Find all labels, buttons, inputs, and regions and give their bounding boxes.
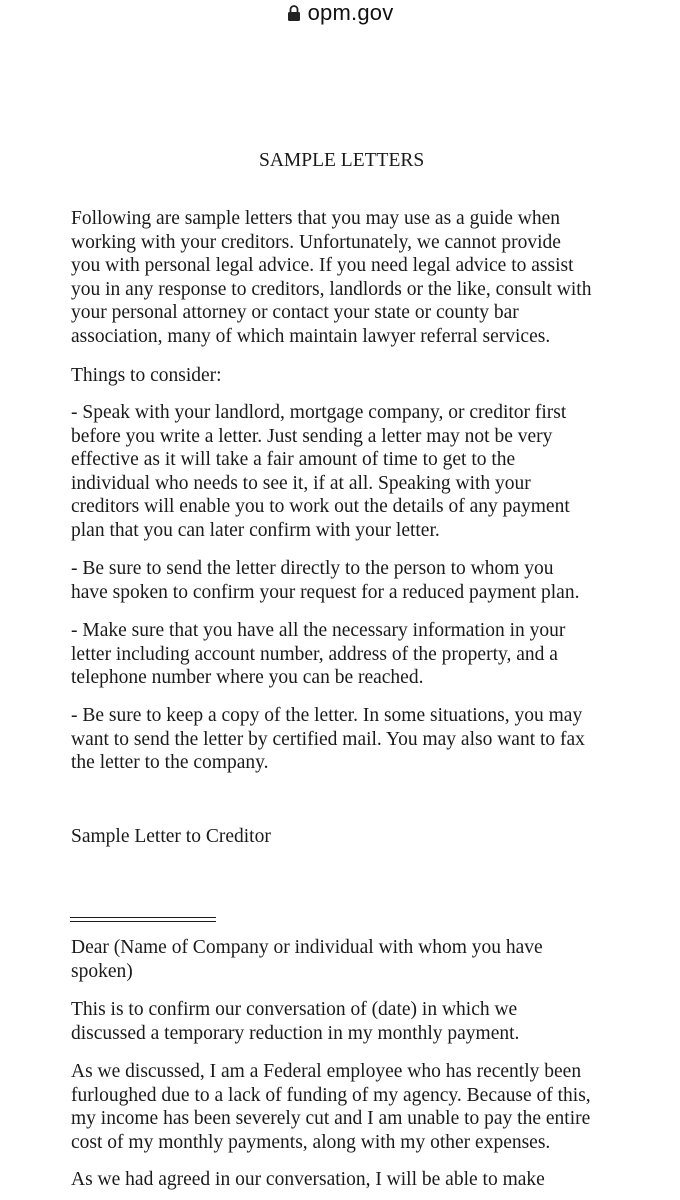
page-title: SAMPLE LETTERS — [259, 150, 425, 171]
letter-salutation: Dear (Name of Company or individual with whom you have spoken) — [71, 937, 543, 982]
tip-paragraph: - Make sure that you have all the necessary information in your letter including account number, address of the property, and a telephone number where you can be reached. — [71, 620, 566, 688]
tip-paragraph: - Be sure to send the letter directly to the person to whom you have spoken to confirm your request for a reduced payment plan. — [71, 558, 580, 603]
letter-paragraph: As we discussed, I am a Federal employee who has recently been furloughed due to a lack of funding of my agency. Because of this, my income has been severely cut and I am unable to pay the entire cost of my monthly payments, along with my other expenses. — [71, 1061, 591, 1153]
tip-paragraph: - Be sure to keep a copy of the letter. In some situations, you may want to send the letter by certified mail. You may also want to fax the letter to the company. — [71, 705, 585, 773]
sample-letter-heading: Sample Letter to Creditor — [71, 826, 271, 847]
letter-paragraph: This is to confirm our conversation of (date) in which we discussed a temporary reduction in my monthly payment. — [71, 999, 520, 1044]
letter-paragraph: As we had agreed in our conversation, I will be able to make — [71, 1169, 545, 1190]
tip-paragraph: - Speak with your landlord, mortgage company, or creditor first before you write a letter. Just sending a letter may not be very effective as it will take a fair amount of time to get to the individual who needs to see it, if at all. Speaking with your creditors will enable you to work out the details of any payment plan that you can later confirm with your letter. — [71, 402, 570, 541]
lock-icon — [287, 4, 301, 22]
address-bar-content[interactable] — [287, 2, 394, 24]
things-heading: Things to consider: — [71, 365, 222, 386]
address-bar[interactable] — [0, 0, 680, 28]
url-text[interactable]: opm.gov — [307, 0, 394, 25]
signature-line — [70, 917, 216, 922]
intro-paragraph: Following are sample letters that you may use as a guide when working with your creditors. Unfortunately, we cannot provide you with personal legal advice. If you need legal advice to assist you in any response to creditors, landlords or the like, consult with your personal attorney or contact your state or county bar association, many of which maintain lawyer referral services. — [71, 208, 592, 347]
